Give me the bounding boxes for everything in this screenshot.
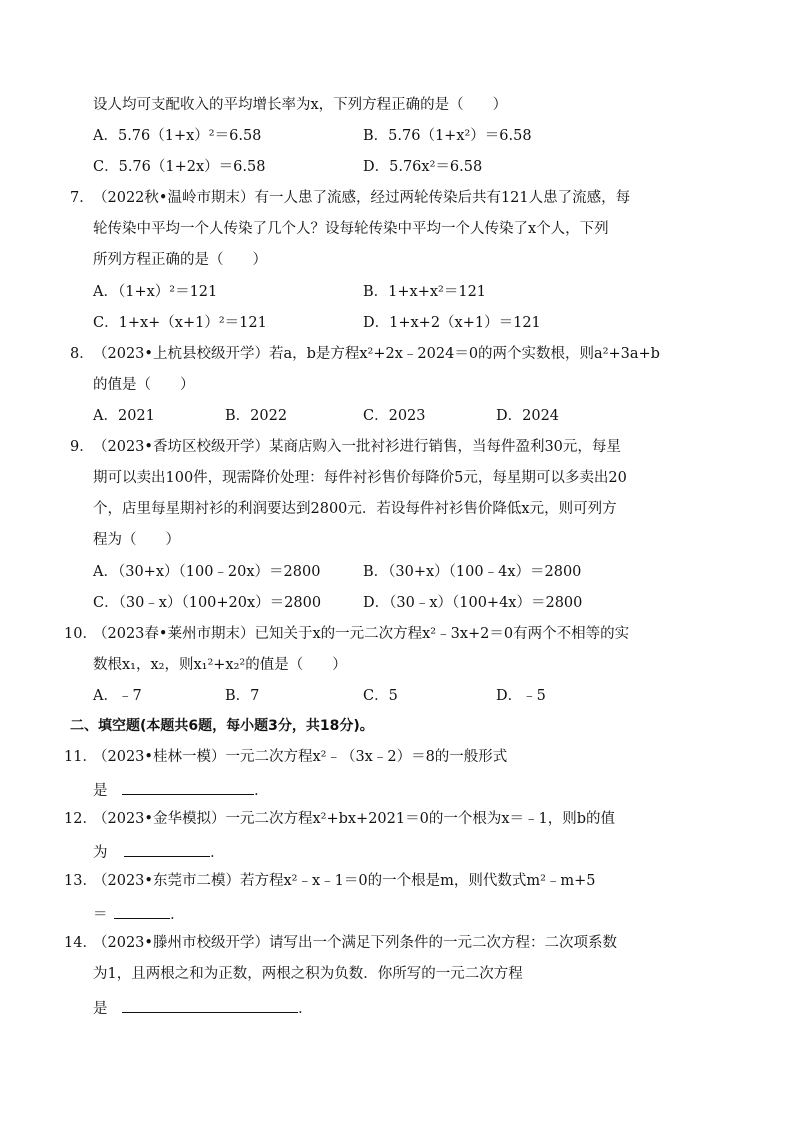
q9-option-b: B．（30+x）（100﹣4x）＝2800 bbox=[363, 564, 582, 580]
q8-number: 8． bbox=[70, 346, 94, 362]
q8-option-b: B．2022 bbox=[225, 408, 288, 424]
q9-stem-line2: 期可以卖出100件，现需降价处理：每件衬衫售价每降价5元，每星期可以多卖出20 bbox=[93, 470, 627, 486]
q10-stem-line2: 数根x₁，x₂，则x₁²+x₂²的值是（ ） bbox=[93, 657, 347, 673]
q14-prefix: 是 bbox=[93, 1001, 108, 1017]
q11-stem-line2 bbox=[93, 778, 269, 801]
q10-option-c: C．5 bbox=[363, 688, 398, 704]
q10-number: 10． bbox=[64, 626, 97, 642]
q10-option-a: A．﹣7 bbox=[93, 688, 142, 704]
q11-end: ． bbox=[254, 783, 269, 799]
section-fill-in-heading: 二、填空题(本题共6题，每小题3分，共18分)。 bbox=[70, 718, 374, 734]
q10-stem-line1: （2023春•莱州市期末）已知关于x的一元二次方程x²﹣3x+2＝0有两个不相等的实 bbox=[93, 626, 630, 642]
q9-option-a: A．（30+x）（100﹣20x）＝2800 bbox=[93, 564, 321, 580]
q8-stem-line1: （2023•上杭县校级开学）若a，b是方程x²+2x﹣2024＝0的两个实数根，则a²+3a+b bbox=[93, 346, 660, 362]
q14-stem-line1: （2023•滕州市校级开学）请写出一个满足下列条件的一元二次方程：二次项系数 bbox=[93, 935, 617, 951]
q12-prefix: 为 bbox=[93, 845, 108, 861]
q13-number: 13． bbox=[64, 873, 97, 889]
q14-number: 14． bbox=[64, 935, 97, 951]
q11-number: 11． bbox=[64, 749, 97, 765]
q11-stem-line1: （2023•桂林一模）一元二次方程x²﹣（3x﹣2）＝8的一般形式 bbox=[93, 749, 508, 765]
q12-stem-line2 bbox=[93, 840, 225, 863]
q11-answer-blank[interactable] bbox=[122, 778, 254, 795]
q12-stem-line1: （2023•金华模拟）一元二次方程x²+bx+2021＝0的一个根为x＝﹣1，则b的值 bbox=[93, 811, 616, 827]
q8-option-d: D．2024 bbox=[496, 408, 560, 424]
q8-option-c: C．2023 bbox=[363, 408, 426, 424]
q11-prefix: 是 bbox=[93, 783, 108, 799]
q9-stem-line3: 个，店里每星期衬衫的利润要达到2800元．若设每件衬衫售价降低x元，则可列方 bbox=[93, 501, 617, 517]
q13-answer-blank[interactable] bbox=[114, 902, 170, 919]
q10-option-d: D．﹣5 bbox=[496, 688, 546, 704]
q14-answer-blank[interactable] bbox=[122, 996, 298, 1013]
q6-option-b: B．5.76（1+x²）＝6.58 bbox=[363, 128, 532, 144]
q9-stem-line4: 程为（ ） bbox=[93, 532, 180, 548]
q8-stem-line2: 的值是（ ） bbox=[93, 377, 195, 393]
q13-end: ． bbox=[170, 907, 185, 923]
q6-option-c: C．5.76（1+2x）＝6.58 bbox=[93, 159, 266, 175]
q6-option-a: A．5.76（1+x）²＝6.58 bbox=[93, 128, 262, 144]
q7-stem-line3: 所列方程正确的是（ ） bbox=[93, 252, 267, 268]
q7-stem-line2: 轮传染中平均一个人传染了几个人？设每轮传染中平均一个人传染了x个人，下列 bbox=[93, 221, 609, 237]
q7-option-b: B．1+x+x²＝121 bbox=[363, 284, 487, 300]
q9-stem-line1: （2023•香坊区校级开学）某商店购入一批衬衫进行销售，当每件盈利30元，每星 bbox=[93, 439, 621, 455]
q7-option-c: C．1+x+（x+1）²＝121 bbox=[93, 315, 267, 331]
q13-prefix: ＝ bbox=[93, 907, 108, 923]
q12-answer-blank[interactable] bbox=[124, 840, 210, 857]
q9-option-c: C．（30﹣x）（100+20x）＝2800 bbox=[93, 595, 322, 611]
q7-stem-line1: （2022秋•温岭市期末）有一人患了流感，经过两轮传染后共有121人患了流感，每 bbox=[93, 190, 631, 206]
q7-number: 7． bbox=[70, 190, 94, 206]
q13-stem-line2 bbox=[93, 902, 185, 925]
q9-option-d: D．（30﹣x）（100+4x）＝2800 bbox=[363, 595, 583, 611]
q6-option-d: D．5.76x²＝6.58 bbox=[363, 159, 483, 175]
q6-stem: 设人均可支配收入的平均增长率为x，下列方程正确的是（ ） bbox=[93, 97, 508, 113]
q12-end: ． bbox=[210, 845, 225, 861]
q9-number: 9． bbox=[70, 439, 94, 455]
q12-number: 12． bbox=[64, 811, 97, 827]
q14-stem-line3 bbox=[93, 996, 313, 1019]
q8-option-a: A．2021 bbox=[93, 408, 155, 424]
q7-option-a: A．（1+x）²＝121 bbox=[93, 284, 218, 300]
q7-option-d: D．1+x+2（x+1）＝121 bbox=[363, 315, 541, 331]
q13-stem-line1: （2023•东莞市二模）若方程x²﹣x﹣1＝0的一个根是m，则代数式m²﹣m+5 bbox=[93, 873, 596, 889]
q14-end: ． bbox=[298, 1001, 313, 1017]
q10-option-b: B．7 bbox=[225, 688, 260, 704]
q14-stem-line2: 为1，且两根之和为正数，两根之积为负数．你所写的一元二次方程 bbox=[93, 966, 523, 982]
